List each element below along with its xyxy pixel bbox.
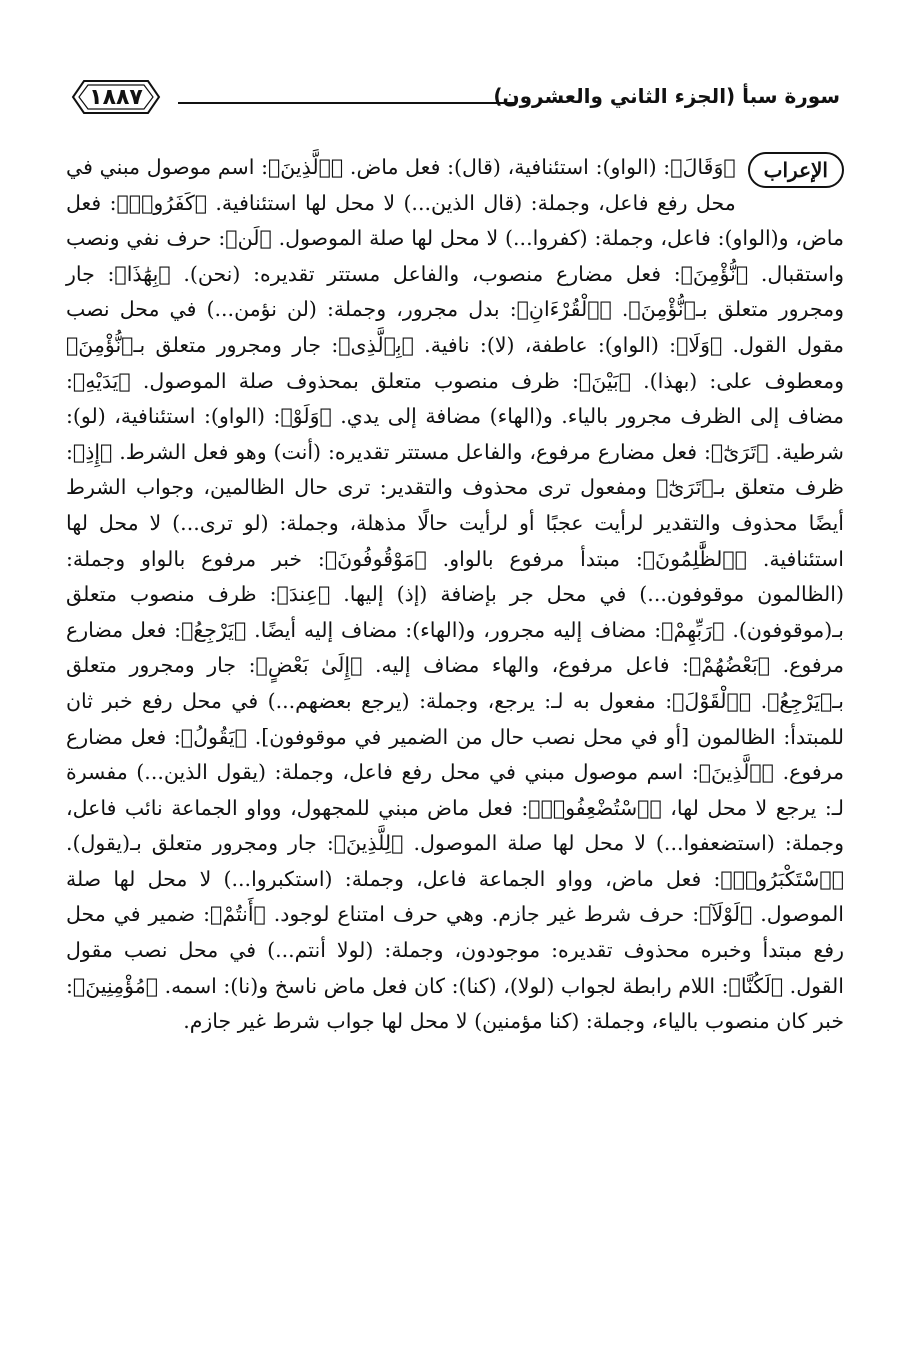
page-number-label: ١٨٨٧ (89, 84, 143, 110)
header-rule (178, 102, 515, 104)
irab-badge: الإعراب (748, 152, 844, 188)
page-header (70, 78, 840, 124)
running-title: سورة سبأ (الجزء الثاني والعشرون) (493, 84, 840, 108)
irab-body (66, 150, 844, 1040)
page-number (70, 78, 162, 116)
irab-text: ﴿وَقَالَ﴾: (الواو): استئنافية، (قال): فعل ماض. ﴿ٱلَّذِينَ﴾: اسم موصول مبني في محل رفع فاعل، وجملة: (قال الذين...) لا محل لها استئنافية. ﴿كَفَرُوا۟﴾: فعل ماض، و(الواو): فاعل، وجملة: (كفروا...) لا محل لها صلة الموصول. ﴿لَن﴾: حرف نفي ونصب واستقبال. ﴿نُّؤْمِنَ﴾: فعل مضارع منصوب، والفاعل مستتر تقديره: (نحن). ﴿بِهَٰذَا﴾: جار ومجرور متعلق بـ﴿نُّؤْمِنَ﴾. ﴿ٱلْقُرْءَانِ﴾: بدل مجرور، وجملة: (لن نؤمن...) في محل نصب مقول القول. ﴿وَلَا﴾: (الواو): عاطفة، (لا): نافية. ﴿بِٱلَّذِى﴾: جار ومجرور متعلق بـ﴿نُّؤْمِنَ﴾ ومعطوف على: (بهذا). ﴿بَيْنَ﴾: ظرف منصوب متعلق بمحذوف صلة الموصول. ﴿يَدَيْهِ﴾: مضاف إلى الظرف مجرور بالياء. و(الهاء) مضافة إلى يدي. ﴿وَلَوْ﴾: (الواو): استئنافية، (لو): شرطية. ﴿تَرَىٰٓ﴾: فعل مضارع مرفوع، والفاعل مستتر تقديره: (أنت) وهو فعل الشرط. ﴿إِذِ﴾: ظرف متعلق بـ﴿تَرَىٰٓ﴾ ومفعول ترى محذوف والتقدير: ترى حال الظالمين، وجواب الشرط أيضًا محذوف والتقدير لرأيت عجبًا أو لرأيت حالًا مذهلة، وجملة: (لو ترى...) لا محل لها استئنافية. ﴿ٱلظَّٰلِمُونَ﴾: مبتدأ مرفوع بالواو. ﴿مَوْقُوفُونَ﴾: خبر مرفوع بالواو وجملة: (الظالمون موقوفون...) في محل جر بإضافة (إذ) إليها. ﴿عِندَ﴾: ظرف منصوب متعلق بـ(موقوفون). ﴿رَبِّهِمْ﴾: مضاف إليه مجرور، و(الهاء): مضاف إليه أيضًا. ﴿يَرْجِعُ﴾: فعل مضارع مرفوع. ﴿بَعْضُهُمْ﴾: فاعل مرفوع، والهاء مضاف إليه. ﴿إِلَىٰ بَعْضٍ﴾: جار ومجرور متعلق بـ﴿يَرْجِعُ﴾. ﴿ٱلْقَوْلَ﴾: مفعول به لـ: يرجع، وجملة: (يرجع بعضهم...) في محل رفع خبر ثان للمبتدأ: الظالمون [أو في محل نصب حال من الضمير في موقوفون]. ﴿يَقُولُ﴾: فعل مضارع مرفوع. ﴿ٱلَّذِينَ﴾: اسم موصول مبني في محل رفع فاعل، وجملة: (يقول الذين...) مفسرة لـ: يرجع لا محل لها، ﴿ٱسْتُضْعِفُوا۟﴾: فعل ماض مبني للمجهول، وواو الجماعة نائب فاعل، وجملة: (استضعفوا...) لا محل لها صلة الموصول. ﴿لِلَّذِينَ﴾: جار ومجرور متعلق بـ(يقول). ﴿ٱسْتَكْبَرُوا۟﴾: فعل ماض، وواو الجماعة فاعل، وجملة: (استكبروا...) لا محل لها صلة الموصول. ﴿لَوْلَآ﴾: حرف شرط غير جازم. وهي حرف امتناع لوجود. ﴿أَنتُمْ﴾: ضمير في محل رفع مبتدأ وخبره محذوف تقديره: موجودون، وجملة: (لولا أنتم...) في محل نصب مقول القول. ﴿لَكُنَّا﴾: اللام رابطة لجواب (لولا)، (كنا): كان فعل ماض ناسخ و(نا): اسمه. ﴿مُؤْمِنِينَ﴾: خبر كان منصوب بالياء، وجملة: (كنا مؤمنين) لا محل لها جواب شرط غير جازم. (66, 155, 844, 1034)
